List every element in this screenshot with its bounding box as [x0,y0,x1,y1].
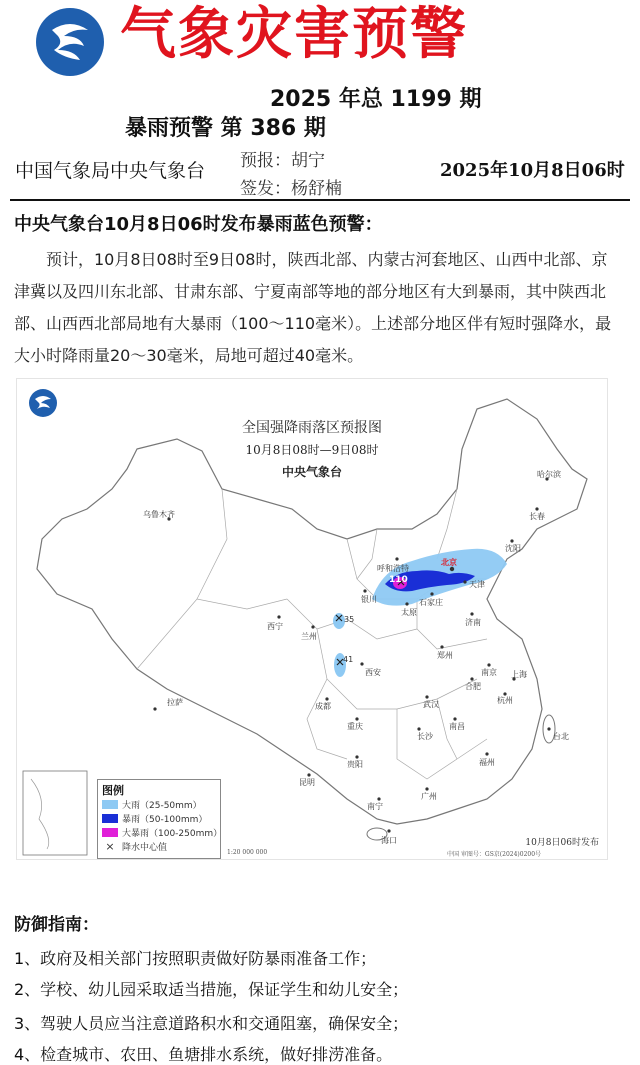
rainfall-forecast-map [16,378,608,860]
issuing-agency: 中国气象局中央气象台 [15,160,206,182]
precip-value: 35 [344,615,355,624]
document-title: 气象灾害预警 [120,2,468,67]
rainstorm-swatch [102,814,118,823]
signer: 签发：杨舒楠 [240,179,342,199]
city-label: 南京 [481,668,497,677]
city-label: 北京 [441,558,457,567]
city-label: 成都 [315,702,331,711]
city-label: 太原 [401,608,417,617]
city-label: 石家庄 [419,598,443,607]
city-label: 呼和浩特 [377,564,409,573]
issue-time: 2025年10月8日06时 [440,160,625,181]
header-divider [10,199,630,201]
city-label: 广州 [421,792,437,801]
map-date-range: 10月8日08时—9日08时 [245,443,379,457]
legend-title: 图例 [102,784,124,797]
defense-item: 4、检查城市、农田、鱼塘排水系统，做好排涝准备。 [14,1045,393,1064]
city-label: 合肥 [465,682,481,691]
city-label: 沈阳 [505,544,521,553]
heavy-rainstorm-swatch [102,828,118,837]
issue-total: 2025 年总 1199 期 [270,87,482,112]
legend-item-rainstorm [102,812,207,824]
city-label: 天津 [469,580,485,589]
city-label: 上海 [511,670,527,679]
city-label: 台北 [553,732,569,741]
city-label: 杭州 [497,696,513,705]
city-label: 武汉 [423,700,439,709]
map-title: 全国强降雨落区预报图 [242,420,382,436]
city-label: 拉萨 [167,698,183,707]
notice-heading: 中央气象台10月8日06时发布暴雨蓝色预警： [14,214,383,235]
map-agency: 中央气象台 [281,465,342,479]
city-label: 兰州 [301,632,317,641]
city-label: 哈尔滨 [537,470,561,479]
city-label: 南昌 [449,722,465,731]
map-issued-time: 10月8日06时发布 [525,838,599,848]
legend-label: 大雨（25-50mm） [122,800,202,811]
defense-item: 1、政府及相关部门按照职责做好防暴雨准备工作； [14,949,377,968]
city-label: 银川 [361,595,377,604]
city-label: 长沙 [417,732,433,741]
map-scale: 1:20 000 000 [227,849,268,856]
cross-icon: × [105,839,115,853]
city-label: 贵阳 [347,760,363,769]
city-label: 昆明 [299,778,315,787]
legend-label: 大暴雨（100-250mm） [122,828,223,839]
cma-logo-icon [34,6,106,78]
map-legend [97,779,221,859]
city-label: 西宁 [267,622,283,631]
map-review-number: 中国 审图号：GS京(2024)0200号 [447,851,542,858]
defense-item: 3、驾驶人员应当注意道路积水和交通阻塞，确保安全； [14,1014,409,1033]
city-label: 福州 [479,758,495,767]
city-label: 长春 [529,512,545,521]
precip-value: 110 [389,575,408,585]
defense-heading: 防御指南： [14,915,99,935]
heavy-rain-swatch [102,800,118,809]
city-label: 济南 [465,618,481,627]
issue-number: 暴雨预警 第 386 期 [125,116,326,141]
city-label: 乌鲁木齐 [143,510,175,519]
forecaster: 预报：胡宁 [240,151,325,171]
city-label: 郑州 [437,651,453,660]
defense-item: 2、学校、幼儿园采取适当措施，保证学生和幼儿安全； [14,980,409,999]
legend-item-heavy-rain [102,798,202,810]
notice-body: 预计，10月8日08时至9日08时，陕西北部、内蒙古河套地区、山西中北部、京津冀以及四川东北部、甘肃东部、宁夏南部等地的部分地区有大到暴雨，其中陕西北部、山西西北部局地有大暴雨（100～110毫米）。上述部分地区伴有短时强降水，最大小时降雨量20～30毫米，局地可超过40毫米。 [14,250,612,365]
precip-value: 41 [343,655,354,664]
city-label: 南宁 [367,802,383,811]
legend-label: 暴雨（50-100mm） [122,814,208,825]
city-label: 重庆 [347,722,363,731]
legend-item-heavy-rainstorm [102,826,222,838]
legend-label: 降水中心值 [122,842,168,853]
city-label: 海口 [381,836,397,845]
legend-item-precip-center [102,840,167,852]
city-label: 西安 [365,668,381,677]
